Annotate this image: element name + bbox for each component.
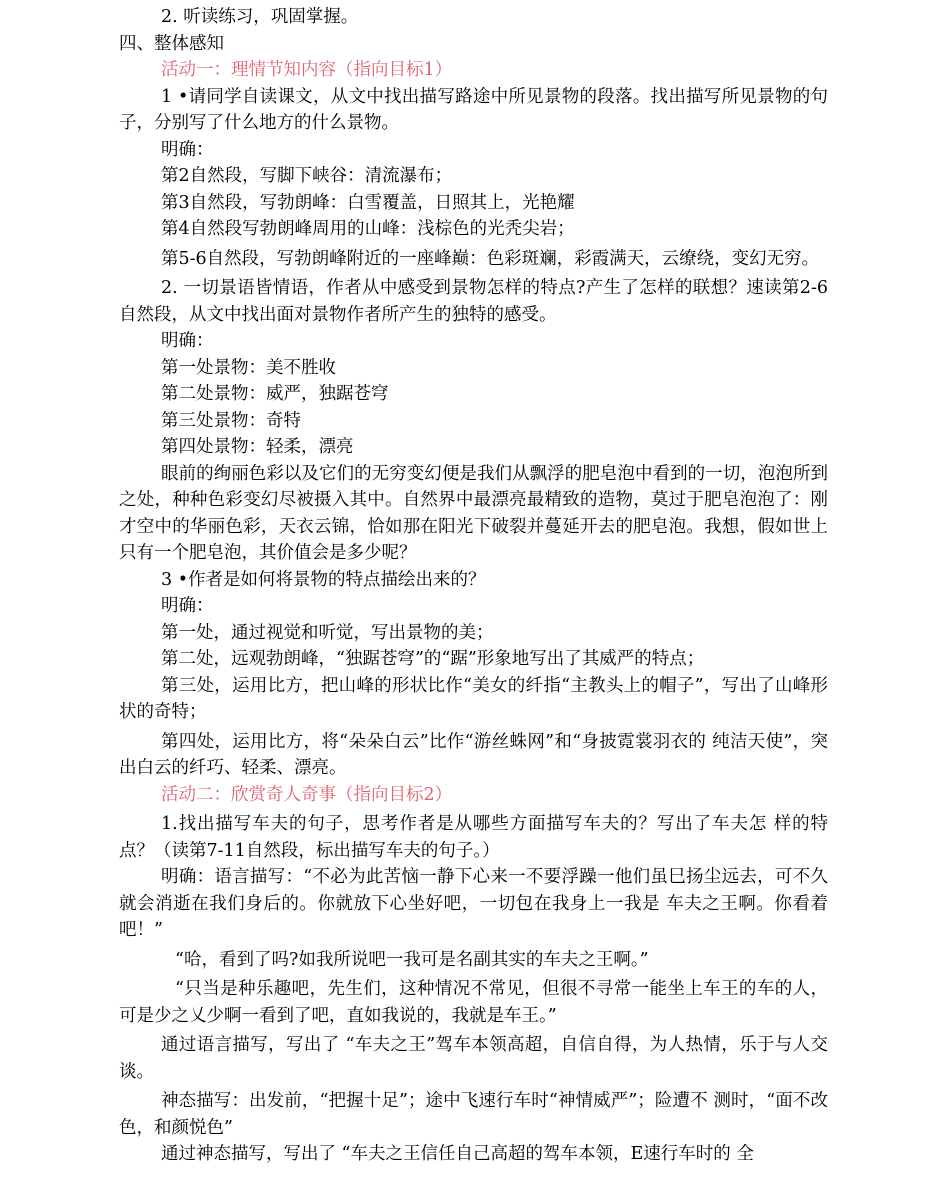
question-three-text: 3 •作者是如何将景物的特点描绘出来的？ bbox=[161, 569, 486, 590]
answer-label: 明确： bbox=[161, 331, 214, 351]
answer-line: 第2自然段，写脚下峡谷：清流瀑布； bbox=[161, 166, 453, 186]
answer-line: 第三处景物：奇特 bbox=[161, 410, 301, 431]
answer-line: 第5-6自然段，写勃朗峰附近的一座峰巅：色彩斑斓，彩霞满天，云缭绕，变幻无穷。 bbox=[161, 248, 820, 269]
answer-line: 第二处景物：威严，独踞苍穹 bbox=[161, 384, 389, 404]
answer-line: 第四处，运用比方，将“朵朵白云”比作“游丝蛛网”和“身披霓裳羽衣的 纯洁天使”，突出白云的纤巧、轻柔、漂亮。 bbox=[119, 731, 828, 778]
expression-description-summary: 通过神态描写，写出了 “车夫之王信任自己高超的驾车本领，E速行车时的 全 bbox=[161, 1144, 754, 1164]
question-two-text: 2. 一切景语皆情语，作者从中感受到景物怎样的特点?产生了怎样的联想？速读第2-6自然段，从文中找出面对景物作者所产生的独特的感受。 bbox=[119, 278, 828, 325]
answer-label: 明确： bbox=[161, 139, 214, 160]
answer-line: 第3自然段，写勃朗峰：白雪覆盖，日照其上，光艳耀 bbox=[161, 192, 575, 213]
soap-bubble-paragraph: 眼前的绚丽色彩以及它们的无穷变幻便是我们从飘浮的肥皂泡中看到的一切，泡泡所到之处，种种色彩变幻尽被摄入其中。自然界中最漂亮最精致的造物，莫过于肥皂泡泡了：刚才空中的华丽色彩，天衣云锦，恰如那在阳光下破裂并蔓延开去的肥皂泡。我想，假如世上只有一个肥皂泡，其价值会是多少呢？ bbox=[119, 463, 828, 563]
coachman-quote: “哈，看到了吗?如我所说吧一我可是名副其实的车夫之王啊。” bbox=[175, 949, 649, 970]
answer-line: 第一处，通过视觉和听觉，写出景物的美； bbox=[161, 622, 494, 643]
answer-line: 第二处，远观勃朗峰，“独踞苍穹”的“踞”形象地写出了其威严的特点； bbox=[161, 649, 705, 669]
answer-line: 第一处景物：美不胜收 bbox=[161, 357, 336, 378]
expression-description-answer: 神态描写：出发前，“把握十足”；途中飞速行车时“神情威严”；险遭不 测时，“面不改色，和颜悦色” bbox=[119, 1091, 828, 1138]
language-description-answer: 明确：语言描写：“不必为此苦恼一静下心来一不要浮躁一他们虽巳扬尘远去，可不久就会消逝在我们身后的。你就放下心坐好吧，一切包在我身上一我是 车夫之王啊。你看着吧！” bbox=[119, 867, 828, 940]
activity-two-heading: 活动二：欣赏奇人奇事（指向目标2） bbox=[161, 784, 453, 805]
coachman-quote: “只当是种乐趣吧，先生们，这种情况不常见，但很不寻常一能坐上车王的车的人，可是少之乂少啊一看到了吧，直如我说的，我就是车王。” bbox=[119, 979, 828, 1026]
paragraph-listening-practice: 2. 听读练习，巩固掌握。 bbox=[161, 7, 359, 27]
question-one-text: 1 •请同学自读课文，从文中找出描写路途中所见景物的段落。找出描写所见景物的句子，分别写了什么地方的什么景物。 bbox=[119, 86, 828, 133]
coachman-question-text: 1.找出描写车夫的句子，思考作者是从哪些方面描写车夫的？写出了车夫怎 样的特点？（读第7-11自然段，标出描写车夫的句子。） bbox=[119, 814, 828, 861]
answer-label: 明确： bbox=[161, 596, 214, 616]
answer-line: 第三处，运用比方，把山峰的形状比作“美女的纤指“主教头上的帽子”，写出了山峰形状的奇特； bbox=[119, 675, 828, 722]
section-heading-overall-perception: 四、整体感知 bbox=[119, 33, 224, 54]
answer-line: 第四处景物：轻柔，漂亮 bbox=[161, 437, 354, 457]
answer-line: 第4自然段写勃朗峰周用的山峰：浅棕色的光秃尖岩； bbox=[161, 219, 575, 239]
activity-one-heading: 活动一：理情节知内容（指向目标1） bbox=[161, 60, 453, 80]
language-description-summary: 通过语言描写，写出了 “车夫之王”驾车本领高超，自信自得，为人热情，乐于与人交谈。 bbox=[119, 1035, 828, 1082]
